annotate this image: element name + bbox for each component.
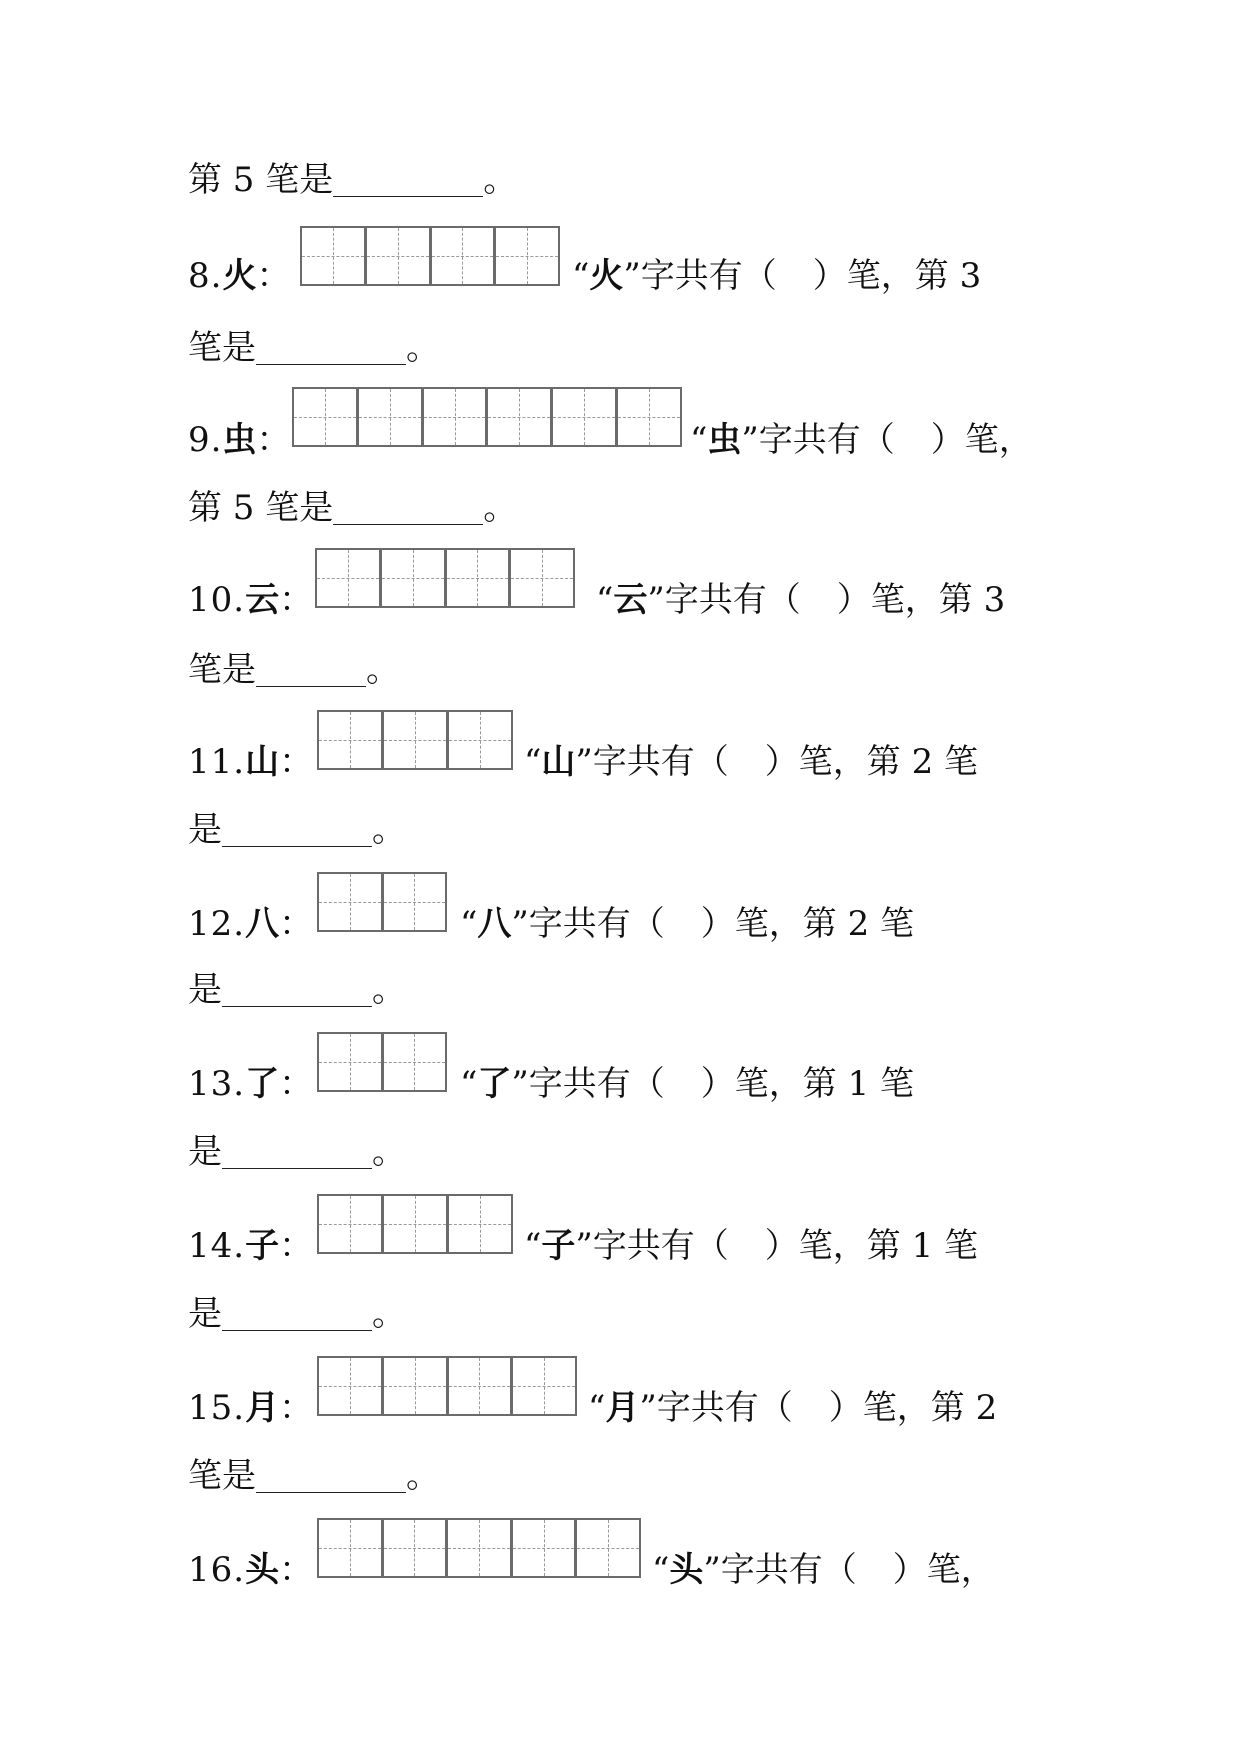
question-11-label — [188, 732, 319, 792]
quoted-character: 云 — [613, 580, 648, 620]
question-text: ”字共有（ — [511, 904, 665, 944]
grid-cell[interactable] — [319, 1520, 384, 1576]
grid-cell[interactable] — [577, 1520, 639, 1576]
question-10-continuation — [188, 640, 400, 700]
intro-text: 第 5 笔是 — [188, 160, 334, 200]
question-12-continuation — [188, 960, 406, 1020]
open-quote: “ — [460, 904, 478, 944]
question-text-end: ）笔，第 1 笔 — [700, 1064, 915, 1104]
question-14-text — [524, 1216, 978, 1276]
stroke-order-grid[interactable] — [317, 1032, 447, 1092]
continuation-text: 笔是 — [188, 1456, 256, 1496]
line-end: 。 — [406, 1456, 440, 1496]
question-colon: ： — [279, 742, 314, 782]
question-text-end: ）笔，第 2 笔 — [764, 742, 979, 782]
quoted-character: 子 — [541, 1226, 576, 1266]
grid-cell[interactable] — [319, 874, 384, 930]
question-colon: ： — [279, 904, 314, 944]
quoted-character: 了 — [477, 1064, 512, 1104]
grid-cell[interactable] — [382, 550, 447, 606]
grid-cell[interactable] — [384, 1196, 449, 1252]
question-character: 子 — [245, 1226, 280, 1266]
question-text: ”字共有（ — [741, 420, 895, 460]
grid-cell[interactable] — [449, 1358, 514, 1414]
continuation-text: 笔是 — [188, 328, 256, 368]
question-text-end: ）笔，第 3 — [836, 580, 1006, 620]
line-end: 。 — [372, 810, 406, 850]
question-text-end: ）笔，第 2 — [828, 1388, 998, 1428]
open-quote: “ — [596, 580, 614, 620]
question-text: ”字共有（ — [639, 1388, 793, 1428]
open-quote: “ — [588, 1388, 606, 1428]
grid-cell[interactable] — [384, 1520, 449, 1576]
question-text: ”字共有（ — [511, 1064, 665, 1104]
answer-blank[interactable] — [222, 806, 372, 847]
line-end: 。 — [372, 1132, 406, 1172]
open-quote: “ — [524, 742, 542, 782]
question-character: 月 — [245, 1388, 280, 1428]
grid-cell[interactable] — [488, 389, 553, 445]
answer-blank[interactable] — [222, 1128, 372, 1169]
grid-cell[interactable] — [424, 389, 489, 445]
grid-cell[interactable] — [317, 550, 382, 606]
grid-cell[interactable] — [511, 550, 573, 606]
question-number: 8. — [188, 256, 223, 296]
continuation-text: 是 — [188, 810, 222, 850]
stroke-order-grid[interactable] — [317, 710, 513, 770]
question-character: 了 — [245, 1064, 280, 1104]
question-character: 云 — [245, 580, 280, 620]
question-text-end: ）笔， — [930, 420, 1033, 460]
open-quote: “ — [460, 1064, 478, 1104]
question-text: ”字共有（ — [647, 580, 801, 620]
grid-cell[interactable] — [513, 1358, 575, 1414]
question-16-label — [188, 1540, 319, 1600]
question-10-text — [596, 570, 1005, 630]
grid-cell[interactable] — [384, 712, 449, 768]
grid-cell[interactable] — [449, 712, 511, 768]
line-end: 。 — [366, 650, 400, 690]
grid-cell[interactable] — [449, 1196, 511, 1252]
quoted-character: 虫 — [707, 420, 742, 460]
grid-cell[interactable] — [359, 389, 424, 445]
open-quote: “ — [652, 1550, 670, 1590]
question-number: 11. — [188, 742, 246, 782]
answer-blank[interactable] — [256, 646, 366, 687]
question-text: ”字共有（ — [575, 1226, 729, 1266]
continuation-text: 是 — [188, 970, 222, 1010]
intro-line — [188, 150, 517, 210]
quoted-character: 火 — [589, 256, 624, 296]
question-text: ”字共有（ — [623, 256, 777, 296]
answer-blank[interactable] — [256, 1452, 406, 1493]
question-11-text — [524, 732, 978, 792]
grid-cell[interactable] — [553, 389, 618, 445]
quoted-character: 月 — [605, 1388, 640, 1428]
question-text: ”字共有（ — [703, 1550, 857, 1590]
question-8-continuation — [188, 318, 440, 378]
grid-cell[interactable] — [496, 228, 558, 284]
answer-blank[interactable] — [256, 324, 406, 365]
question-text-end: ）笔，第 3 — [812, 256, 982, 296]
question-text: ”字共有（ — [575, 742, 729, 782]
question-colon: ： — [279, 1550, 314, 1590]
grid-cell[interactable] — [432, 228, 497, 284]
open-quote: “ — [690, 420, 708, 460]
question-number: 15. — [188, 1388, 246, 1428]
question-13-label — [188, 1054, 319, 1114]
question-number: 12. — [188, 904, 246, 944]
question-number: 9. — [188, 420, 223, 460]
grid-cell[interactable] — [447, 550, 512, 606]
question-9-text — [690, 410, 1033, 470]
question-number: 13. — [188, 1064, 246, 1104]
stroke-order-grid[interactable] — [292, 387, 682, 447]
grid-cell[interactable] — [319, 1358, 384, 1414]
grid-cell[interactable] — [448, 1520, 513, 1576]
question-character: 虫 — [222, 420, 257, 460]
grid-cell[interactable] — [384, 1034, 446, 1090]
continuation-text: 是 — [188, 1132, 222, 1172]
question-number: 14. — [188, 1226, 246, 1266]
stroke-order-grid[interactable] — [317, 1518, 641, 1578]
continuation-text: 笔是 — [188, 650, 256, 690]
line-end: 。 — [372, 970, 406, 1010]
question-9-label — [188, 410, 296, 470]
open-quote: “ — [524, 1226, 542, 1266]
grid-cell[interactable] — [302, 228, 367, 284]
stroke-order-grid[interactable] — [315, 548, 575, 608]
answer-blank[interactable] — [333, 484, 483, 525]
stroke-order-grid[interactable] — [317, 1194, 513, 1254]
grid-cell[interactable] — [384, 874, 446, 930]
question-character: 火 — [222, 256, 257, 296]
question-16-text — [652, 1540, 995, 1600]
question-11-continuation — [188, 800, 406, 860]
grid-cell[interactable] — [294, 389, 359, 445]
quoted-character: 山 — [541, 742, 576, 782]
question-15-label — [188, 1378, 319, 1438]
quoted-character: 头 — [669, 1550, 704, 1590]
grid-cell[interactable] — [367, 228, 432, 284]
question-9-continuation — [188, 478, 517, 538]
question-12-label — [188, 894, 319, 954]
question-text-end: ）笔， — [892, 1550, 995, 1590]
question-text-end: ）笔，第 1 笔 — [764, 1226, 979, 1266]
continuation-text: 第 5 笔是 — [188, 488, 334, 528]
question-14-label — [188, 1216, 319, 1276]
stroke-order-grid[interactable] — [300, 226, 560, 286]
question-character: 八 — [245, 904, 280, 944]
question-8-text — [572, 246, 981, 306]
grid-cell[interactable] — [319, 1196, 384, 1252]
question-14-continuation — [188, 1284, 406, 1344]
question-8-label — [188, 246, 296, 306]
stroke-order-grid[interactable] — [317, 1356, 577, 1416]
question-text-end: ）笔，第 2 笔 — [700, 904, 915, 944]
line-end: 。 — [483, 488, 518, 528]
question-10-label — [188, 570, 319, 630]
stroke-order-grid[interactable] — [317, 872, 447, 932]
question-12-text — [460, 894, 914, 954]
question-13-text — [460, 1054, 914, 1114]
grid-cell[interactable] — [513, 1520, 578, 1576]
line-end: 。 — [372, 1294, 406, 1334]
question-character: 头 — [245, 1550, 280, 1590]
answer-blank[interactable] — [222, 966, 372, 1007]
question-number: 16. — [188, 1550, 246, 1590]
intro-end: 。 — [483, 160, 518, 200]
question-colon: ： — [279, 1064, 314, 1104]
open-quote: “ — [572, 256, 590, 296]
continuation-text: 是 — [188, 1294, 222, 1334]
question-colon: ： — [279, 1388, 314, 1428]
grid-cell[interactable] — [319, 712, 384, 768]
question-colon: ： — [256, 420, 291, 460]
question-13-continuation — [188, 1122, 406, 1182]
question-colon: ： — [256, 256, 291, 296]
quoted-character: 八 — [477, 904, 512, 944]
grid-cell[interactable] — [618, 389, 680, 445]
question-15-text — [588, 1378, 997, 1438]
question-15-continuation — [188, 1446, 440, 1506]
question-number: 10. — [188, 580, 246, 620]
question-colon: ： — [279, 1226, 314, 1266]
grid-cell[interactable] — [319, 1034, 384, 1090]
question-character: 山 — [245, 742, 280, 782]
answer-blank[interactable] — [333, 156, 483, 197]
line-end: 。 — [406, 328, 440, 368]
question-colon: ： — [279, 580, 314, 620]
answer-blank[interactable] — [222, 1290, 372, 1331]
grid-cell[interactable] — [384, 1358, 449, 1414]
